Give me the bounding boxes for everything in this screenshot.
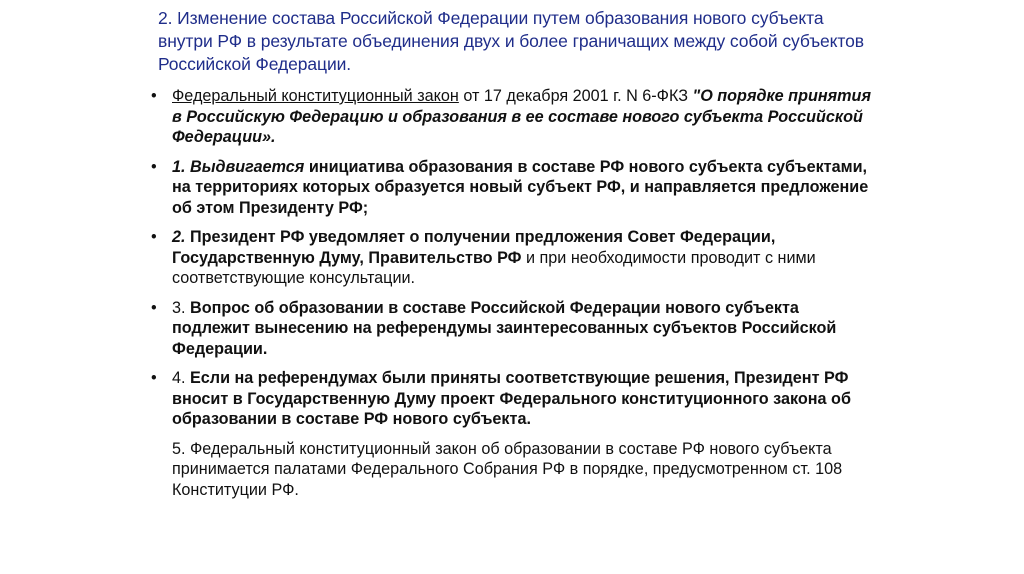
list-item-step-1 (150, 157, 880, 219)
bullet-icon: • (151, 87, 157, 105)
list-item-step-4 (150, 368, 880, 430)
list-item-step-2 (150, 227, 880, 289)
bullet-icon: • (151, 298, 157, 317)
slide-body (150, 86, 880, 500)
step-2-number: 2. (172, 228, 186, 246)
list-item-law (150, 86, 880, 148)
step-2-text-bold: Президент РФ уведомляет о получении предложения Совет Федерации, Государственную Думу, Правительство РФ (172, 228, 776, 267)
bullet-icon: • (151, 369, 157, 387)
step-1-text: инициатива образования в составе РФ нового субъекта субъектами, на территориях которых образуется новый субъект РФ, и направляется предложение об этом Президенту РФ; (172, 157, 869, 217)
list-item-step-3 (150, 298, 880, 360)
law-title: "О порядке принятия в Российскую Федерацию и образования в ее составе нового субъекта Российской Федерации». (172, 87, 871, 146)
step-3-number: 3. (172, 298, 190, 317)
step-4-text: Если на референдумах были приняты соответствующие решения, Президент РФ вносит в Государственную Думу проект Федерального конституционного закона об образовании в составе РФ нового субъекта. (172, 369, 851, 428)
bullet-icon: • (151, 157, 157, 176)
law-date: от 17 декабря 2001 г. N 6-ФКЗ (458, 87, 693, 105)
bullet-icon: • (151, 228, 157, 246)
step-5-paragraph: 5. Федеральный конституционный закон об образовании в составе РФ нового субъекта принимается палатами Федерального Собрания РФ в порядке, предусмотренном ст. 108 Конституции РФ. (172, 439, 843, 499)
step-1-number: 1. Выдвигается (172, 157, 305, 176)
law-link[interactable]: Федеральный конституционный закон (172, 87, 459, 105)
step-3-text: Вопрос об образовании в составе Российской Федерации нового субъекта подлежит вынесению на референдумы заинтересованных субъектов Российской Федерации. (172, 298, 837, 358)
step-4-number: 4. (172, 369, 190, 387)
step-2-text-rest: и при необходимости проводит с ними соответствующие консультации. (172, 248, 816, 287)
slide-title: 2. Изменение состава Российской Федерации путем образования нового субъекта внутри РФ в результате объединения двух и более граничащих между собой субъектов Российской Федерации. (158, 8, 864, 74)
